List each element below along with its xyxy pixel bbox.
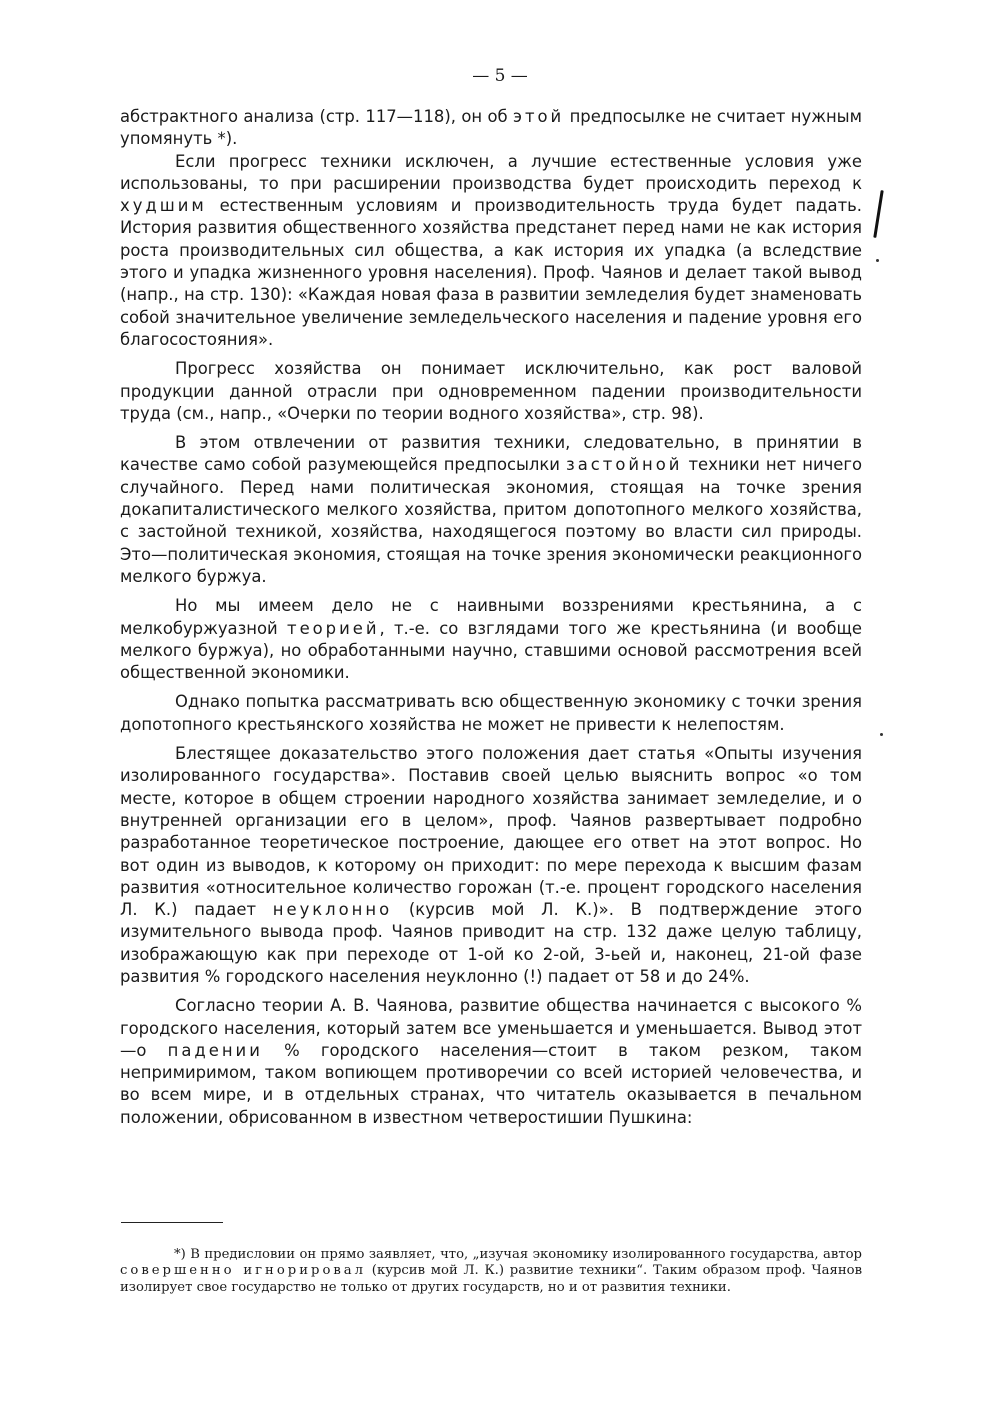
spaced-emphasis: этой: [512, 107, 565, 126]
margin-mark: [873, 190, 883, 238]
spaced-emphasis: падении: [167, 1040, 263, 1060]
paragraph-7: Блестящее доказательство этого положения дает статья «Опыты изучения изолированного государства». Поставив своей целью выяснить вопрос «о том месте, которое в общем строении народного хозяйства занимает земледелие, и о внутренней организации его в целом», проф. Чаянов развертывает подробно разработанное теоретическое построение, дающее его ответ на этот вопрос. Но вот один из выводов, к которому он приходит: по мере перехода к высшим фазам развития «относительное количество горожан (т.-е. процент городского населения Л. К.) падает неуклонно (курсив мой Л. К.)». В подтверждение этого изумительного вывода проф. Чаянов приводит на стр. 132 даже целую таблицу, изображающую как при переходе от 1-ой ко 2-ой, 3-ьей и, наконец, 21-ой фазе развития % городского населения неуклонно (!) падает от 58 и до 24%.: [120, 744, 862, 986]
spaced-emphasis: неуклонно: [272, 900, 393, 920]
paragraph-2: Если прогресс техники исключен, а лучшие естественные условия уже использованы, то при расширении производства будет происходить переход к худшим естественным условиям и производительность труда будет падать. История развития общественного хозяйства предстанет перед нами не как история роста производительных сил общества, а как история их упадка (а вследствие этого и упадка жизненного уровня населения). Проф. Чаянов и делает такой вывод (напр., на стр. 130): «Каждая новая фаза в развитии земледелия будет знаменовать собой значительное увеличение земледельческого населения и падение уровня его благосостояния».: [120, 151, 862, 349]
paragraph-3: Прогресс хозяйства он понимает исключительно, как рост валовой продукции данной отрасли при одновременном падении производительности труда (см., напр., «Очерки по теории водного хозяйства», стр. 98).: [120, 359, 862, 423]
footnote-text: *) В предисловии он прямо заявляет, что, „изучая экономику изолированного государства, автор совершенно игнорировал (курсив мой Л. К.) развитие техники“. Таким образом проф. Чаянов изолирует свое государство не только от других государств, но и от развития техники.: [120, 1247, 862, 1295]
page-number: — 5 —: [472, 66, 528, 86]
spaced-emphasis: теорией: [287, 618, 380, 638]
paragraph-4: В этом отвлечении от развития техники, следовательно, в принятии в качестве само собой разумеющейся предпосылки застойной техники нет ничего случайного. Перед нами политическая экономия, стоящая на точке зрения докапиталистического мелкого хозяйства, притом допотопного мелкого хозяйства, с застойной техникой, хозяйства, находящегося поэтому во власти сил природы. Это—политическая экономия, стоящая на точке зрения экономически реакционного мелкого буржуа.: [120, 433, 862, 586]
margin-dot: [880, 733, 883, 736]
spaced-emphasis: худшим: [120, 196, 207, 216]
spaced-emphasis: застойной: [566, 455, 683, 475]
footnote: [120, 1247, 862, 1296]
paragraph-5: Но мы имеем дело не с наивными воззрениями крестьянина, а с мелкобуржуазной теорией, т.-е. со взглядами того же крестьянина (и вообще мелкого буржуа), но обработанными научно, ставшими основой рассмотрения всей общественной экономики.: [120, 596, 862, 683]
paragraph-6: Однако попытка рассматривать всю общественную экономику с точки зрения допотопного крестьянского хозяйства не может не привести к нелепостям.: [120, 692, 862, 734]
spaced-emphasis: совершенно игнорировал: [120, 1263, 367, 1279]
body-text: [120, 106, 862, 1129]
paragraph-1: абстрактного анализа (стр. 117—118), он об этой предпосылке не считает нужным упомянуть *).: [120, 107, 862, 149]
margin-dot: [876, 259, 879, 262]
footnote-rule: [121, 1222, 223, 1223]
paragraph-8: Согласно теории А. В. Чаянова, развитие общества начинается с высокого % городского населения, который затем все уменьшается и уменьшается. Вывод этот—о падении % городского населения—стоит в таком резком, таком непримиримом, таком вопиющем противоречии со всей историей человечества, и во всем мире, и в отдельных странах, что читатель оказывается в печальном положении, обрисованном в известном четверостишии Пушкина:: [120, 996, 862, 1127]
